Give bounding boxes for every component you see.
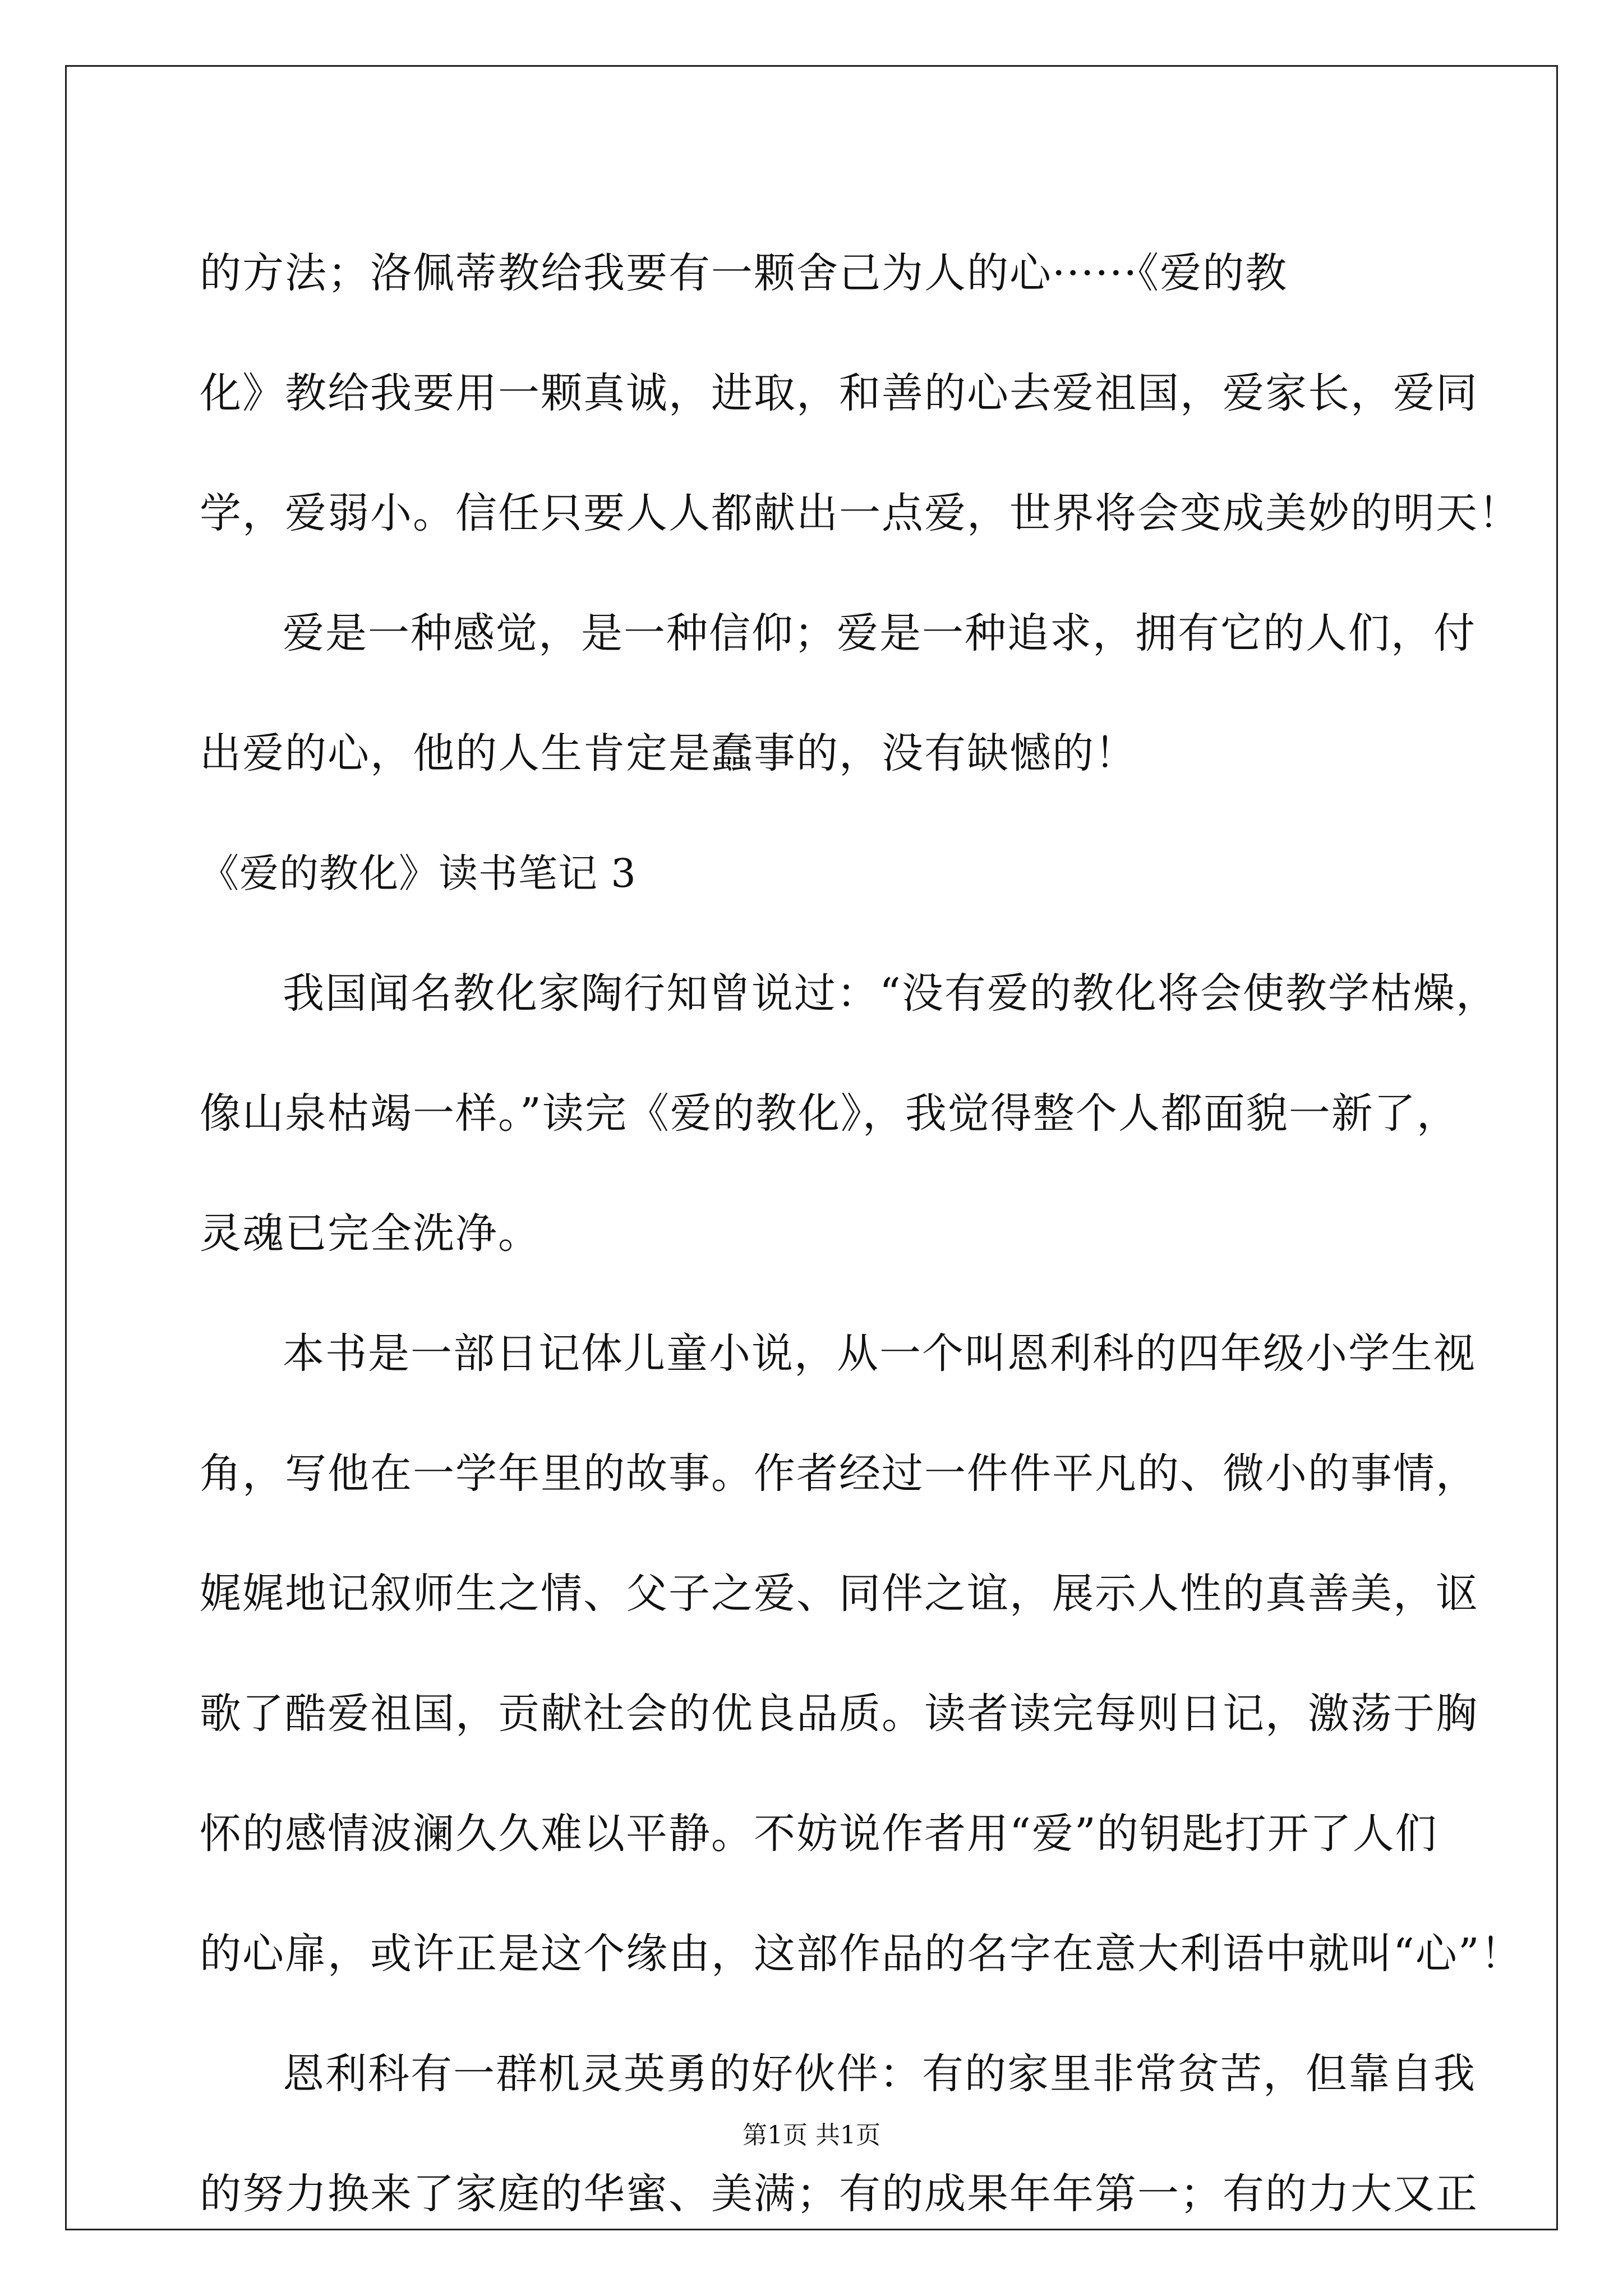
text-line: 角，写他在一学年里的故事。作者经过一件件平凡的、微小的事情， <box>200 1450 1478 1498</box>
page-footer: 第1页 共1页 <box>743 2121 880 2150</box>
text-line: 歌了酷爱祖国，贡献社会的优良品质。读者读完每则日记，激荡于胸 <box>200 1690 1478 1738</box>
paragraph-start: 恩利科有一群机灵英勇的好伙伴：有的家里非常贫苦，但靠自我 <box>283 2050 1476 2098</box>
text-line: 学，爱弱小。信任只要人人都献出一点爱，世界将会变成美妙的明天！ <box>200 489 1521 537</box>
text-line: 的方法；洛佩蒂教给我要有一颗舍己为人的心······《爱的教 <box>200 249 1288 297</box>
paragraph-start: 爱是一种感觉，是一种信仰；爱是一种追求，拥有它的人们，付 <box>283 609 1476 657</box>
text-line: 像山泉枯竭一样。”读完《爱的教化》，我觉得整个人都面貌一新了， <box>200 1089 1459 1138</box>
section-heading: 《爱的教化》读书笔记 3 <box>200 850 637 896</box>
text-line: 出爱的心，他的人生肯定是蠢事的，没有缺憾的！ <box>200 729 1137 777</box>
text-line: 的心扉，或许正是这个缘由，这部作品的名字在意大利语中就叫“心”！ <box>200 1930 1523 1978</box>
text-line: 娓娓地记叙师生之情、父子之爱、同伴之谊，展示人性的真善美，讴 <box>200 1570 1478 1618</box>
text-line: 灵魂已完全洗净。 <box>200 1209 541 1258</box>
text-line: 怀的感情波澜久久难以平静。不妨说作者用“爱”的钥匙打开了人们 <box>200 1810 1438 1858</box>
document-body <box>200 213 1523 2254</box>
text-line: 的努力换来了家庭的华蜜、美满；有的成果年年第一；有的力大又正 <box>200 2170 1478 2218</box>
paragraph-start: 我国闻名教化家陶行知曾说过：“没有爱的教化将会使教学枯燥， <box>283 969 1498 1018</box>
text-line: 化》教给我要用一颗真诚，进取，和善的心去爱祖国，爱家长，爱同 <box>200 369 1478 417</box>
paragraph-start: 本书是一部日记体儿童小说，从一个叫恩利科的四年级小学生视 <box>283 1329 1476 1378</box>
